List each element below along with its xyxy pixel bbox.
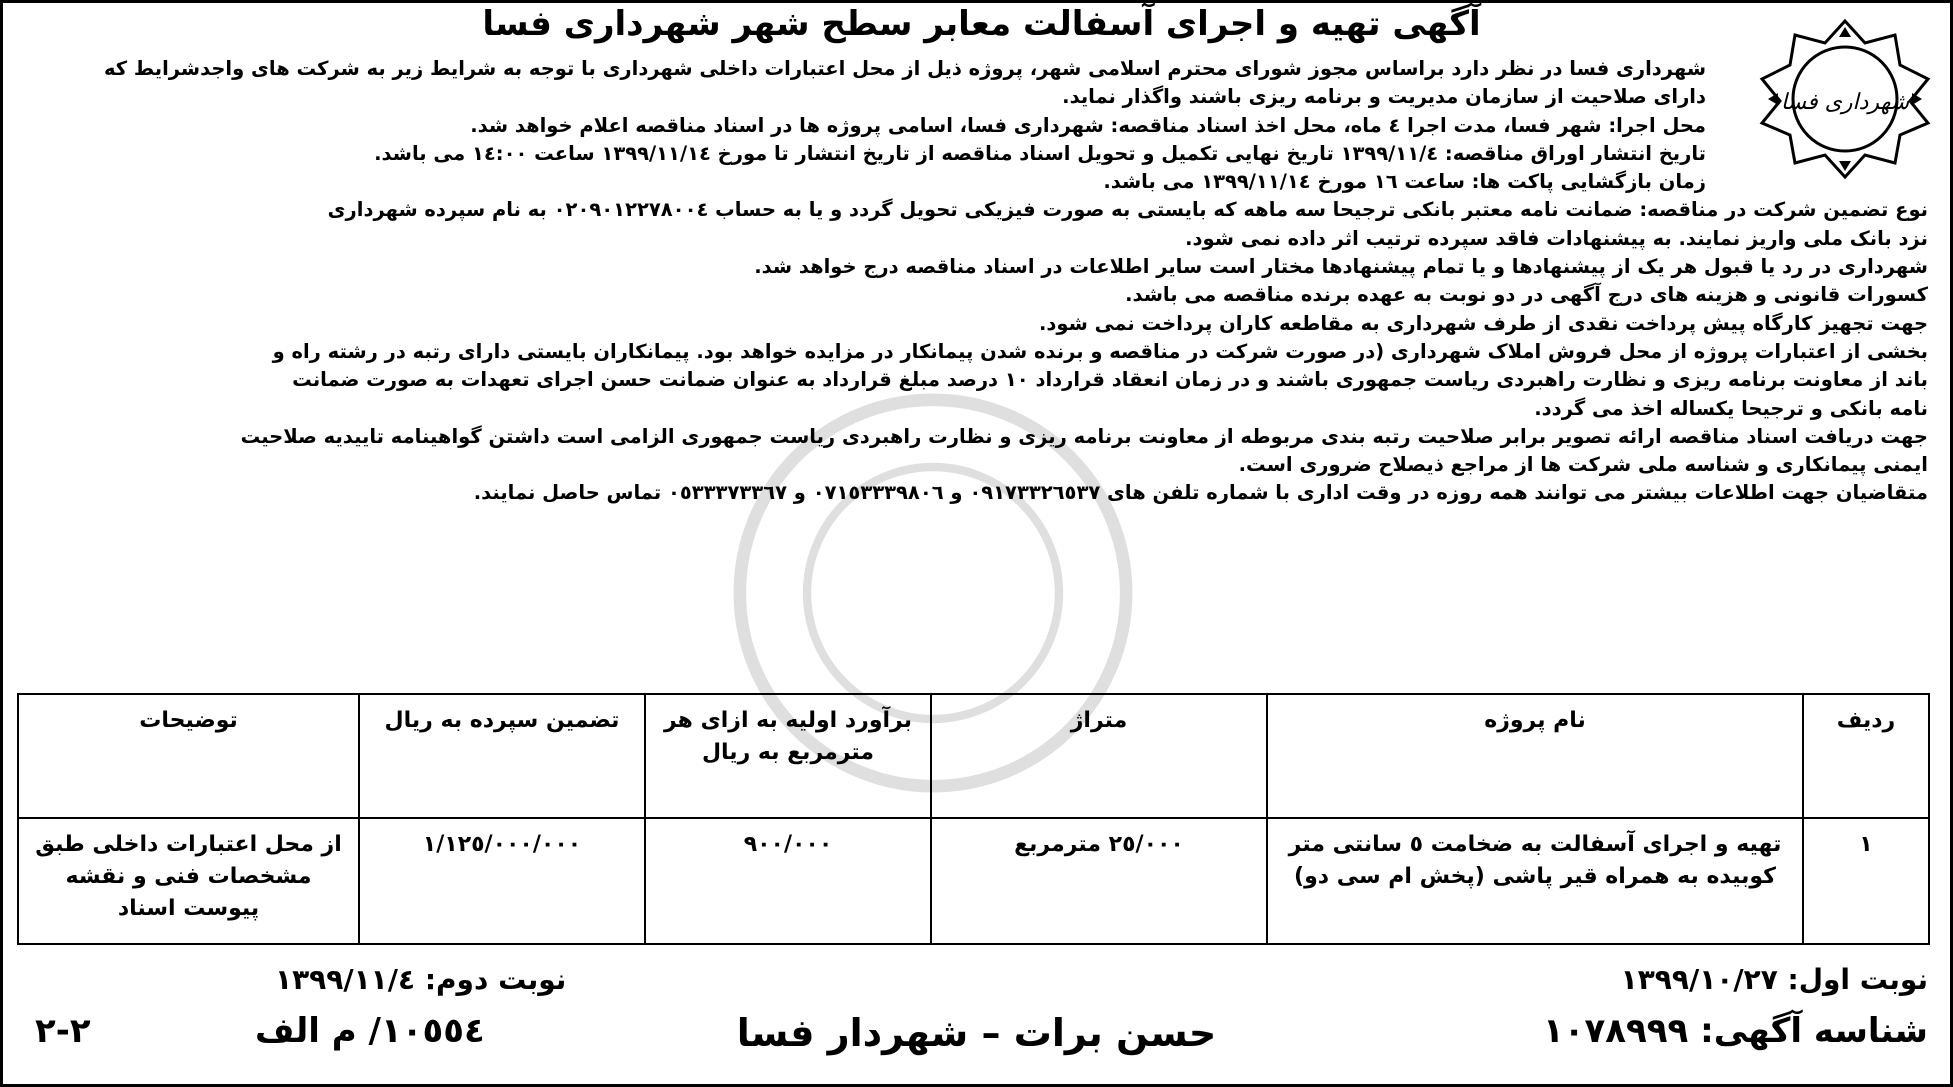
- paragraph: محل اجرا: شهر فسا، مدت اجرا ٤ ماه، محل اخذ اسناد مناقصه: شهرداری فسا، اسامی پروژه ها در اسناد مناقصه اعلام خواهد شد.: [470, 113, 1706, 137]
- paragraph: کسورات قانونی و هزینه های درج آگهی در دو نوبت به عهده برنده مناقصه می باشد.: [1125, 283, 1928, 307]
- table-header-row: [18, 694, 1929, 818]
- signer-name: حسن برات – شهردار فسا: [736, 1011, 1217, 1055]
- page-number: ٢-٢: [35, 1011, 91, 1051]
- paragraph: نزد بانک ملی واریز نمایند. به پیشنهادات فاقد سپرده ترتیب اثر داده نمی شود.: [1185, 226, 1928, 250]
- header-row-number: ردیف: [1803, 694, 1929, 818]
- second-round-date: نوبت دوم: ١٣٩٩/١١/٤: [275, 963, 567, 996]
- header-description: توضیحات: [18, 694, 359, 818]
- cell-area: ٢٥/٠٠٠ مترمربع: [931, 818, 1267, 944]
- paragraph: تاریخ انتشار اوراق مناقصه: ١٣٩٩/١١/٤ تاریخ نهایی تکمیل و تحویل اسناد مناقصه از تاریخ انتشار تا مورخ ١٣٩٩/١١/١٤ ساعت ١٤:٠٠ می باشد.: [374, 141, 1706, 165]
- cell-project-name: تهیه و اجرای آسفالت به ضخامت ٥ سانتی متر کوبیده به همراه قیر پاشی (پخش ام سی دو): [1267, 818, 1803, 944]
- paragraph: شهرداری در رد یا قبول هر یک از پیشنهادها و یا تمام پیشنهادها مختار است سایر اطلاعات در اسناد مناقصه درج خواهد شد.: [754, 255, 1928, 279]
- paragraph: دارای صلاحیت از سازمان مدیریت و برنامه ریزی باشند واگذار نماید.: [1062, 85, 1706, 109]
- projects-table: [17, 693, 1930, 945]
- paragraph: بخشی از اعتبارات پروژه از محل فروش املاک شهرداری (در صورت شرکت در مناقصه و برنده شدن پیمانکار در مزایده خواهد بود. پیمانکاران بایستی دارای رتبه در رشته راه و: [272, 339, 1928, 363]
- paragraph: متقاضیان جهت اطلاعات بیشتر می توانند همه روزه در وقت اداری با شماره تلفن های ٠٩١٧٣٣٢٦٥٣٧ و ٠٧١٥٣٣٣٩٨٠٦ و ٠٥٣٣٣٧٣٣٦٧ تماس حاصل نمایند.: [473, 481, 1928, 505]
- notice-code: ١٠٥٥٤/ م الف: [255, 1011, 485, 1051]
- first-round-date: نوبت اول: ١٣٩٩/١٠/٢٧: [1620, 963, 1928, 996]
- table-row: [18, 818, 1929, 944]
- notice-body: [25, 55, 1928, 508]
- header-area: متراژ: [931, 694, 1267, 818]
- notice-title: آگهی تهیه و اجرای آسفالت معابر سطح شهر شهرداری فسا: [482, 4, 1481, 44]
- paragraph: جهت دریافت اسناد مناقصه ارائه تصویر برابر صلاحیت رتبه بندی مربوطه از معاونت برنامه ریزی و نظارت راهبردی ریاست جمهوری الزامی است داشتن گواهینامه تاییدیه صلاحیت: [240, 424, 1928, 448]
- paragraph: ایمنی پیمانکاری و شناسه ملی شرکت ها از مراجع ذیصلاح ضروری است.: [1238, 453, 1928, 477]
- paragraph: شهرداری فسا در نظر دارد براساس مجوز شورای محترم اسلامی شهر، پروژه ذیل از محل اعتبارات داخلی شهرداری با توجه به شرایط زیر به شرکت های واجدشرایط که: [103, 57, 1706, 80]
- paragraph: نوع تضمین شرکت در مناقصه: ضمانت نامه معتبر بانکی ترجیحا سه ماهه که بایستی به صورت فیزیکی تحویل گردد و یا به حساب ٠٢٠٩٠١٢٢٧٨٠٠٤ به نام سپرده شهرداری: [327, 198, 1928, 222]
- paragraph: زمان بازگشایی پاکت ها: ساعت ١٦ مورخ ١٣٩٩/١١/١٤ می باشد.: [1103, 170, 1706, 194]
- notice-id: شناسه آگهی: ١٠٧٨٩٩٩: [1543, 1011, 1928, 1051]
- header-project-name: نام پروژه: [1267, 694, 1803, 818]
- paragraph: جهت تجهیز کارگاه پیش پرداخت نقدی از طرف شهرداری به مقاطعه کاران پرداخت نمی شود.: [1039, 311, 1928, 335]
- cell-description: از محل اعتبارات داخلی طبق مشخصات فنی و نقشه پیوست اسناد: [18, 818, 359, 944]
- header-unit-price: برآورد اولیه به ازای هر مترمربع به ریال: [645, 694, 931, 818]
- cell-bond: ١/١٢٥/٠٠٠/٠٠٠: [359, 818, 645, 944]
- cell-row-number: ١: [1803, 818, 1929, 944]
- paragraph: نامه بانکی و ترجیحا یکساله اخذ می گردد.: [1534, 396, 1928, 420]
- paragraph: باند از معاونت برنامه ریزی و نظارت راهبردی ریاست جمهوری باشند و در زمان انعقاد قرارداد ١٠ درصد مبلغ قرارداد به عنوان ضمانت حسن اجرای تعهدات به صورت ضمانت: [292, 368, 1928, 392]
- header-bond: تضمین سپرده به ریال: [359, 694, 645, 818]
- cell-unit-price: ٩٠٠/٠٠٠: [645, 818, 931, 944]
- logo-text: شهرداری فسا: [1780, 90, 1910, 115]
